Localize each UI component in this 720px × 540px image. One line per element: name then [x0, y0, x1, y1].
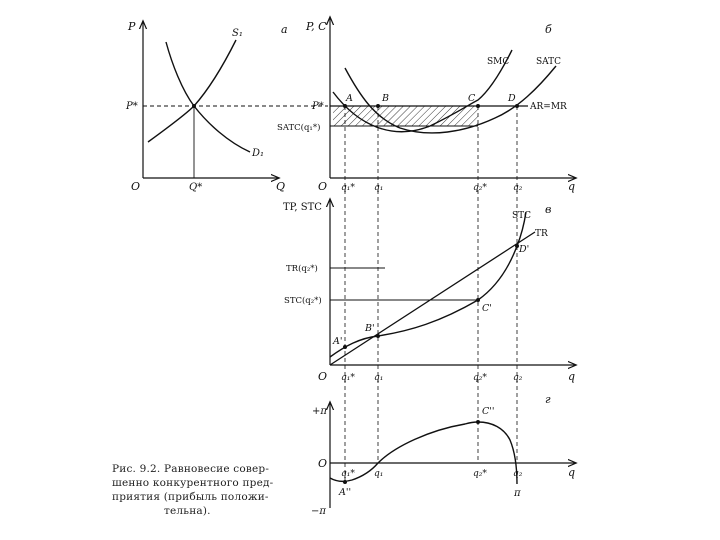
point-d-label: D — [508, 93, 516, 104]
panel-d-axis-x-label: q — [568, 466, 576, 479]
panel-b-q2: q₂ — [513, 183, 523, 193]
panel-b-q1: q₁ — [374, 183, 384, 193]
panel-c-letter: в — [545, 203, 552, 216]
panel-c-stc-q: STC(q₂*) — [284, 296, 322, 306]
panel-a — [125, 20, 288, 193]
caption-line-2: шенно конкурентного пред- — [112, 477, 274, 489]
panel-b-axis-y-label: P, C — [306, 20, 327, 33]
stc-curve — [330, 212, 526, 357]
panel-a-axis-x-label: Q — [276, 180, 286, 193]
panel-a-p-star: P* — [126, 101, 138, 112]
panel-d-q1: q₁ — [374, 469, 384, 479]
panel-b-p-star: P* — [312, 101, 324, 112]
panel-d — [311, 393, 575, 517]
point-c-prime-label: C' — [482, 303, 492, 314]
panel-d-q2: q₂ — [513, 469, 523, 479]
point-a-prime-label: A' — [333, 336, 343, 347]
panel-b-axis-x-label: q — [568, 180, 576, 193]
panel-c-axis-y-label: TP, STC — [283, 202, 322, 213]
profit-curve-label: π — [514, 488, 521, 499]
panel-c-q1: q₁ — [374, 373, 384, 383]
tr-label: TR — [535, 229, 548, 239]
panel-d-letter: г — [545, 393, 551, 406]
supply-label: S₁ — [232, 28, 243, 39]
panel-a-letter: а — [281, 23, 288, 36]
panel-d-q1-star: q₁* — [341, 469, 355, 479]
panel-c-q2: q₂ — [513, 373, 523, 383]
demand-curve — [166, 42, 250, 152]
caption-line-3: приятия (прибыль положи- — [112, 491, 269, 503]
panel-d-q2-star: q₂* — [473, 469, 487, 479]
point-c-double-prime-label: C'' — [482, 406, 495, 417]
panel-b-q2-star: q₂* — [473, 183, 487, 193]
panel-c-tr-q: TR(q₂*) — [286, 264, 318, 274]
panel-c-origin: O — [318, 370, 328, 383]
figure-caption — [112, 462, 302, 518]
panel-c-axis-x-label: q — [568, 370, 576, 383]
ar-mr-label: AR=MR — [530, 102, 567, 112]
panel-d-plus-pi: +π — [312, 406, 327, 417]
caption-line-4: тельна). — [164, 505, 211, 517]
demand-label: D₁ — [252, 148, 265, 159]
point-b-prime-label: B' — [365, 323, 375, 334]
satc-label: SATC — [536, 57, 562, 67]
panel-a-q-star: Q* — [189, 182, 203, 193]
quantity-guides — [345, 106, 517, 482]
panel-a-origin: O — [131, 180, 141, 193]
caption-line-1: Рис. 9.2. Равновесие совер- — [112, 463, 270, 475]
panel-d-origin: O — [318, 457, 328, 470]
tr-line — [330, 232, 535, 365]
panel-b-q1-star: q₁* — [341, 183, 355, 193]
point-a-label: A — [346, 93, 353, 104]
panel-d-minus-pi: −π — [311, 506, 326, 517]
profit-curve — [330, 422, 517, 484]
point-b-label: B — [382, 93, 389, 104]
panel-b-origin: O — [318, 180, 328, 193]
panel-c — [283, 200, 575, 383]
profit-area — [333, 106, 478, 126]
point-c-label: C — [468, 93, 476, 104]
panel-c-q1-star: q₁* — [341, 373, 355, 383]
panel-b — [277, 18, 575, 193]
stc-label: STC — [512, 211, 532, 221]
panel-b-satc-q: SATC(q₁*) — [277, 123, 321, 133]
panel-b-letter: б — [545, 23, 552, 36]
supply-curve — [148, 40, 236, 142]
panel-c-q2-star: q₂* — [473, 373, 487, 383]
smc-label: SMC — [487, 57, 510, 67]
panel-a-axis-y-label: P — [128, 20, 136, 33]
point-a-double-prime-label: A'' — [339, 487, 352, 498]
point-d-prime-label: D' — [519, 244, 530, 255]
